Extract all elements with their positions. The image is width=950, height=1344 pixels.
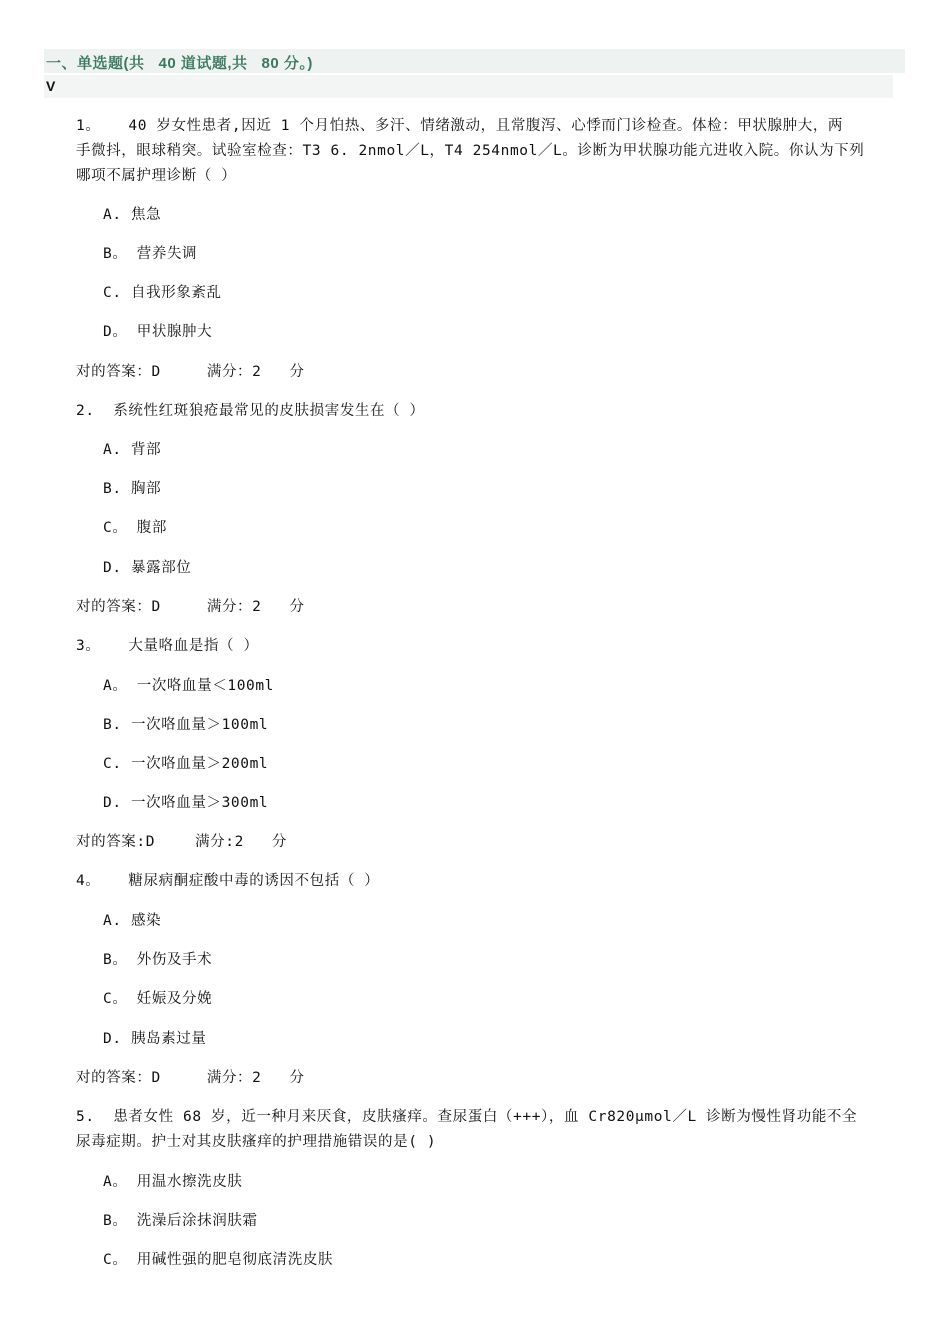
question-4-option-c[interactable]: C。 妊娠及分娩 [103, 991, 213, 1007]
question-2-score: 满分：2 分 [206, 599, 305, 615]
section-title: 一、单选题(共 40 道试题,共 80 分。) [46, 55, 313, 72]
question-1-text-line-3: 哪项不属护理诊断（ ） [76, 168, 237, 184]
question-4-option-b[interactable]: B。 外伤及手术 [103, 952, 213, 968]
question-3-score: 满分:2 分 [195, 834, 288, 850]
question-5-option-a[interactable]: A。 用温水擦洗皮肤 [103, 1174, 243, 1190]
question-3-option-b[interactable]: B. 一次咯血量＞100ml [103, 717, 269, 733]
question-2-text-line-1: 2. 系统性红斑狼疮最常见的皮肤损害发生在（ ） [76, 403, 425, 419]
question-1-option-d[interactable]: D。 甲状腺肿大 [103, 324, 213, 340]
question-1-answer-row [76, 360, 305, 385]
question-3-answer: 对的答案:D [76, 834, 156, 850]
section-mark: V [46, 78, 56, 94]
question-1-option-a[interactable]: A. 焦急 [103, 207, 162, 223]
question-1-answer: 对的答案：D [76, 364, 161, 380]
question-2-option-a[interactable]: A. 背部 [103, 442, 162, 458]
question-4-answer: 对的答案：D [76, 1070, 161, 1086]
question-4-text-line-1: 4。 糖尿病酮症酸中毒的诱因不包括（ ） [76, 873, 380, 889]
question-4-score: 满分：2 分 [206, 1070, 305, 1086]
question-1-option-c[interactable]: C. 自我形象紊乱 [103, 285, 222, 301]
question-4-option-a[interactable]: A. 感染 [103, 913, 162, 929]
question-1-text-line-1: 1。 40 岁女性患者,因近 1 个月怕热、多汗、情绪激动，且常腹泻、心悸而门诊检查。体检：甲状腺肿大，两 [76, 118, 844, 134]
question-2-option-c[interactable]: C。 腹部 [103, 520, 167, 536]
question-3-option-a[interactable]: A。 一次咯血量＜100ml [103, 678, 275, 694]
question-3-option-c[interactable]: C. 一次咯血量＞200ml [103, 756, 269, 772]
question-2-option-b[interactable]: B. 胸部 [103, 481, 162, 497]
question-1-option-b[interactable]: B。 营养失调 [103, 246, 198, 262]
question-4-option-d[interactable]: D. 胰岛素过量 [103, 1031, 207, 1047]
question-1-text-line-2: 手微抖，眼球稍突。试验室检查：T3 6. 2nmol／L，T4 254nmol／L。诊断为甲状腺功能亢进收入院。你认为下列 [76, 143, 865, 159]
question-3-option-d[interactable]: D. 一次咯血量＞300ml [103, 795, 269, 811]
question-4-answer-row [76, 1066, 305, 1091]
question-5-text-line-2: 尿毒症期。护士对其皮肤瘙痒的护理措施错误的是( ) [76, 1134, 437, 1150]
question-2-answer: 对的答案：D [76, 599, 161, 615]
question-5-option-b[interactable]: B。 洗澡后涂抹润肤霜 [103, 1213, 258, 1229]
question-2-answer-row [76, 595, 305, 620]
question-5-text-line-1: 5. 患者女性 68 岁，近一种月来厌食，皮肤瘙痒。查尿蛋白（+++），血 Cr820μmol／L 诊断为慢性肾功能不全 [76, 1109, 858, 1125]
question-5-option-c[interactable]: C。 用碱性强的肥皂彻底清洗皮肤 [103, 1252, 334, 1268]
question-2-option-d[interactable]: D. 暴露部位 [103, 560, 192, 576]
question-3-text-line-1: 3。 大量咯血是指（ ） [76, 638, 259, 654]
question-3-answer-row [76, 830, 287, 855]
question-1-score: 满分：2 分 [206, 364, 305, 380]
section-subheader-bar [44, 75, 893, 98]
